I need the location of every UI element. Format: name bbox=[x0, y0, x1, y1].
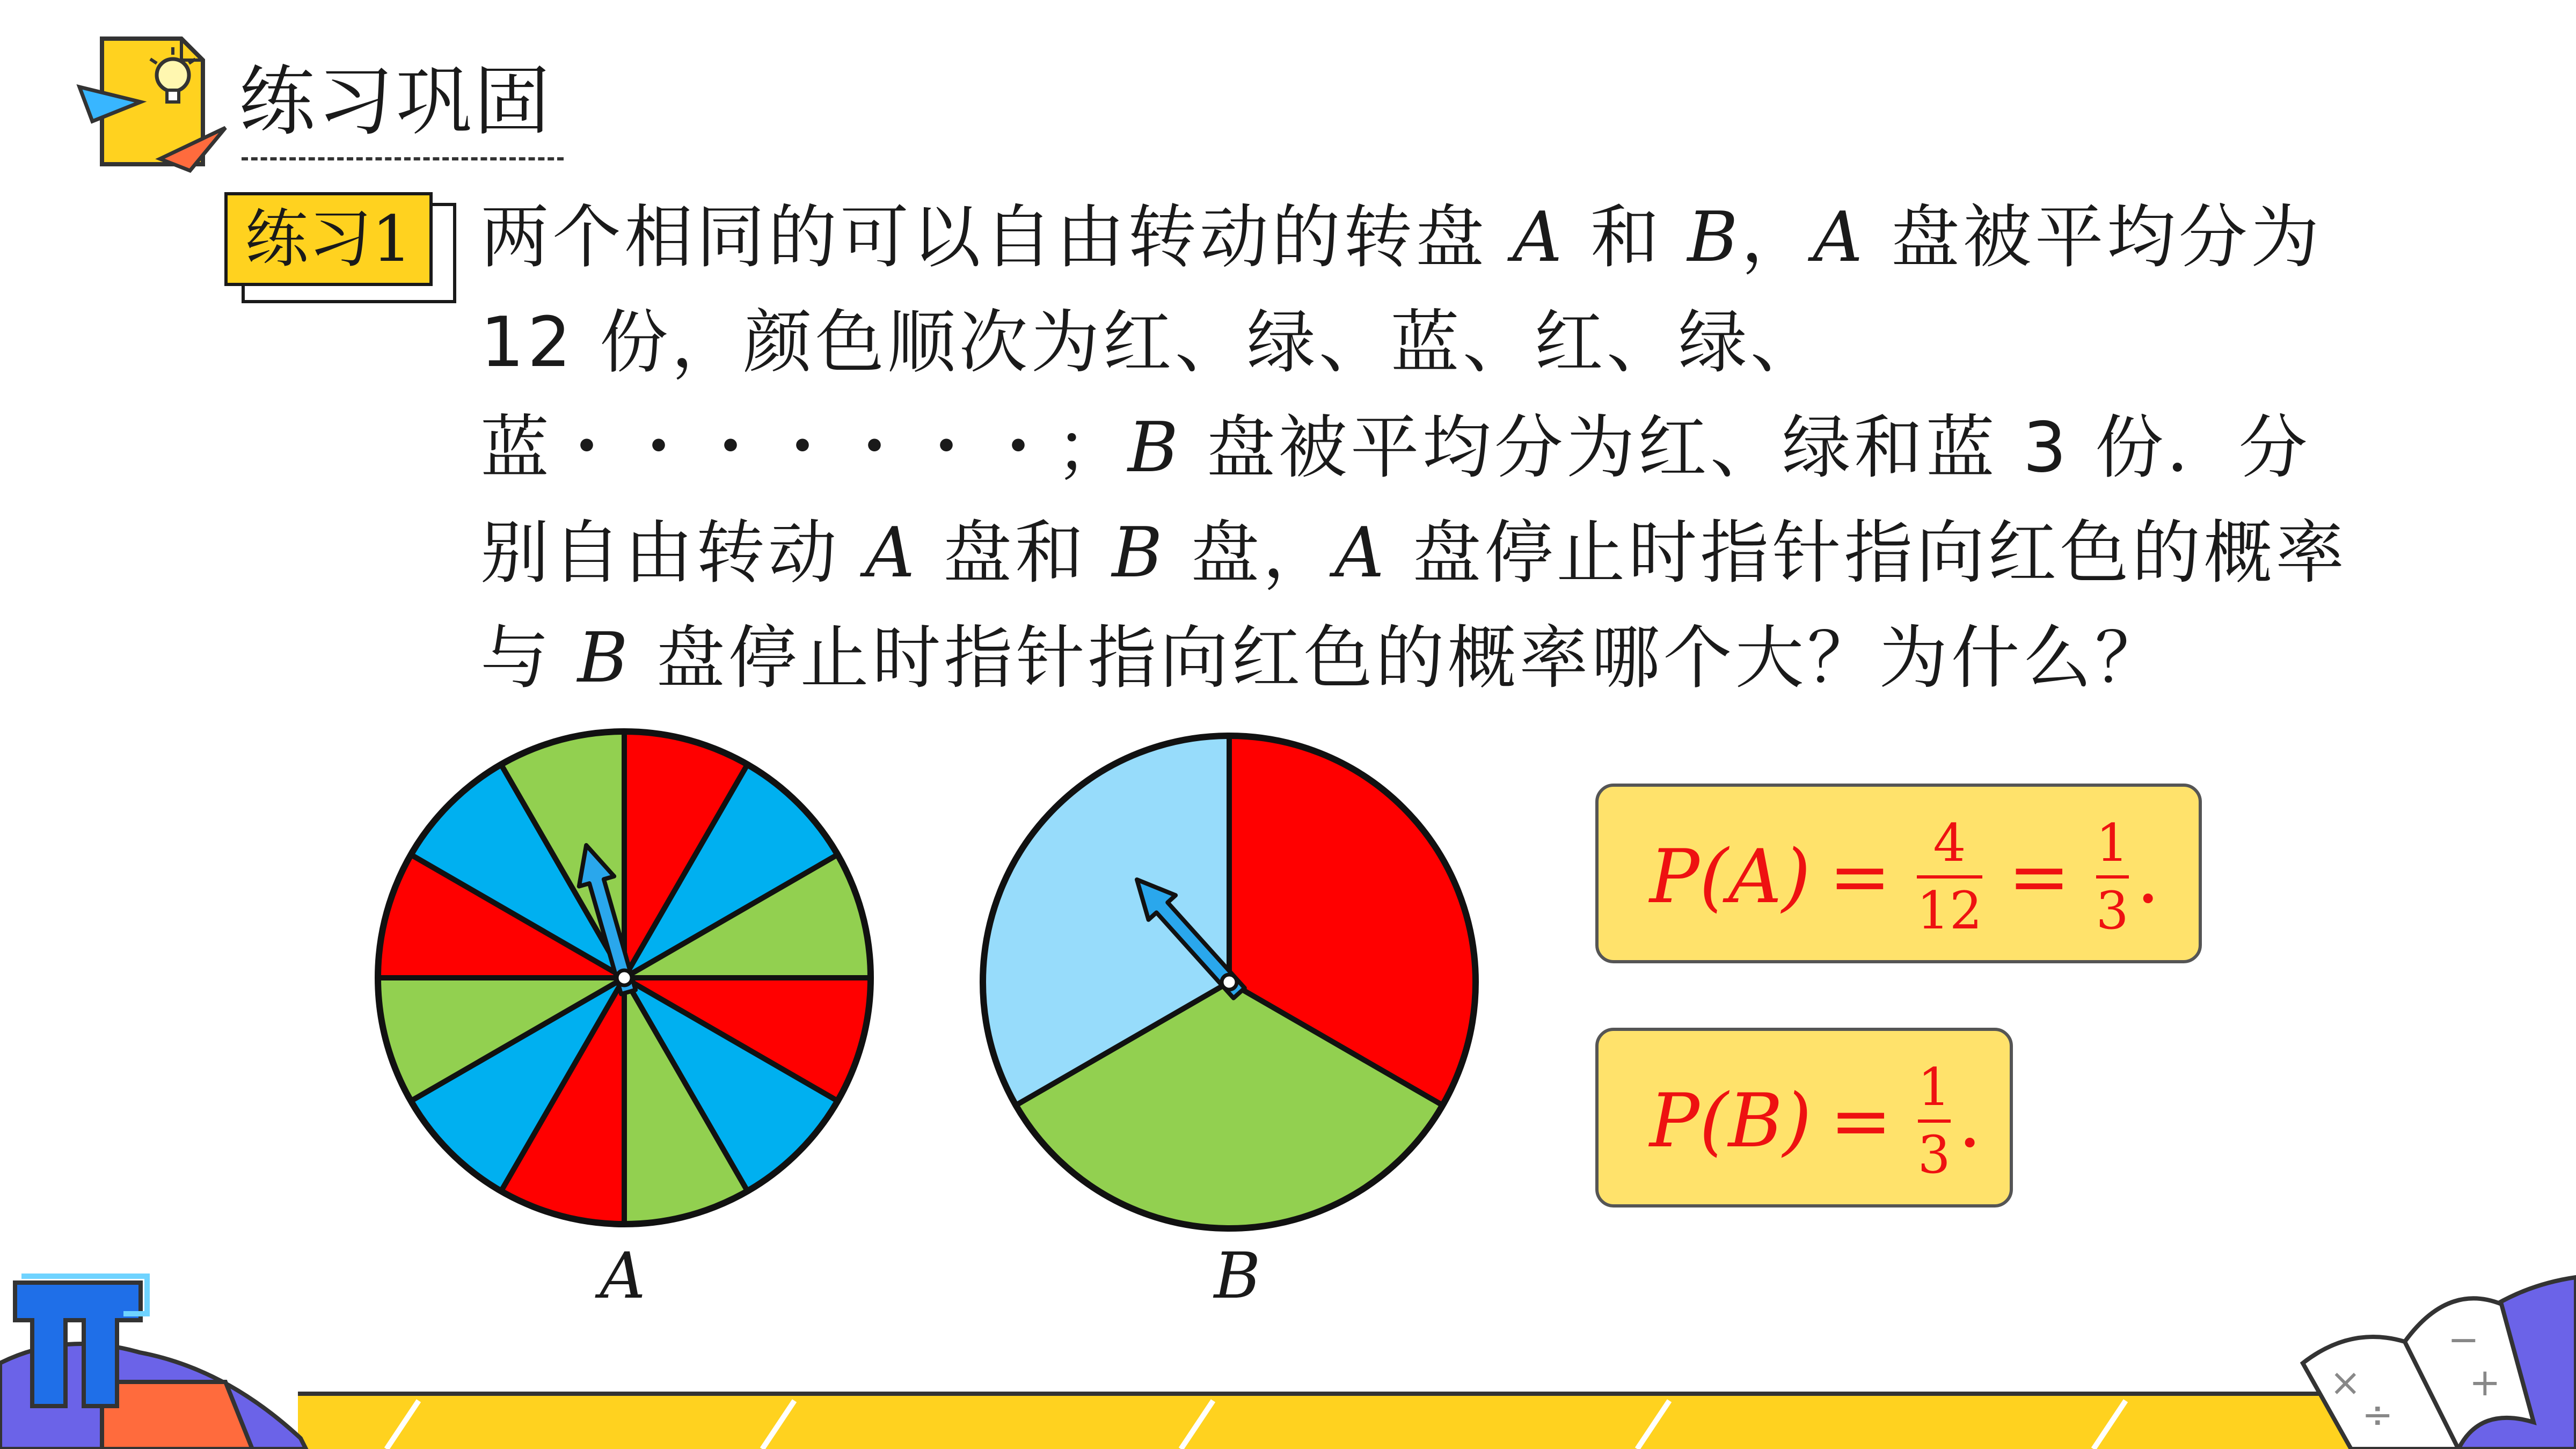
section-title: 练习巩固 bbox=[239, 57, 552, 146]
spinner-a-label: A bbox=[600, 1239, 646, 1313]
numerator: 1 bbox=[1917, 1057, 1951, 1117]
equation-b-lhs: P(B) bbox=[1650, 1078, 1812, 1164]
fraction-1-3 bbox=[2096, 813, 2129, 941]
fraction-1-3 bbox=[1918, 1057, 1951, 1185]
fraction-bar bbox=[1918, 1119, 1951, 1123]
answer-box-a bbox=[1595, 784, 2202, 963]
answer-box-b bbox=[1595, 1028, 2013, 1208]
equals-sign: = bbox=[2008, 833, 2070, 920]
denominator: 3 bbox=[2096, 880, 2129, 941]
fraction-4-12 bbox=[1917, 813, 1982, 941]
numerator: 1 bbox=[2096, 813, 2129, 873]
period: . bbox=[2136, 833, 2160, 920]
svg-text:÷: ÷ bbox=[2362, 1393, 2393, 1437]
pivot bbox=[1222, 975, 1237, 990]
equation-a bbox=[1650, 787, 2160, 967]
spinner-a bbox=[378, 731, 871, 1224]
spinner-b-label: B bbox=[1214, 1239, 1261, 1313]
svg-text:×: × bbox=[2330, 1360, 2361, 1404]
exercise-badge: 练习1 bbox=[224, 192, 433, 286]
svg-text:−: − bbox=[2448, 1318, 2479, 1362]
fraction-bar bbox=[2096, 875, 2129, 879]
equation-a-lhs: P(A) bbox=[1650, 833, 1811, 920]
denominator: 3 bbox=[1917, 1124, 1951, 1185]
equals-sign: = bbox=[1829, 1078, 1892, 1164]
equals-sign: = bbox=[1829, 833, 1891, 920]
svg-text:+: + bbox=[2469, 1360, 2501, 1404]
denominator: 12 bbox=[1916, 880, 1982, 941]
spinner-b bbox=[983, 736, 1476, 1228]
period: . bbox=[1958, 1078, 1982, 1164]
numerator: 4 bbox=[1933, 813, 1966, 873]
problem-text: 两个相同的可以自由转动的转盘 A 和 B，A 盘被平均分为 12 份，颜色顺次为红、绿、蓝、红、绿、蓝・・・・・・・；B 盘被平均分为红、绿和蓝 3 份．分别自由转动 A 盘和 B 盘，A 盘停止时指针指向红色的概率与 B 盘停止时指针指向红色的概率哪个大？为什么？ bbox=[480, 197, 2348, 698]
pivot bbox=[617, 970, 632, 985]
fraction-bar bbox=[1917, 875, 1982, 879]
equation-b bbox=[1650, 1031, 1982, 1211]
